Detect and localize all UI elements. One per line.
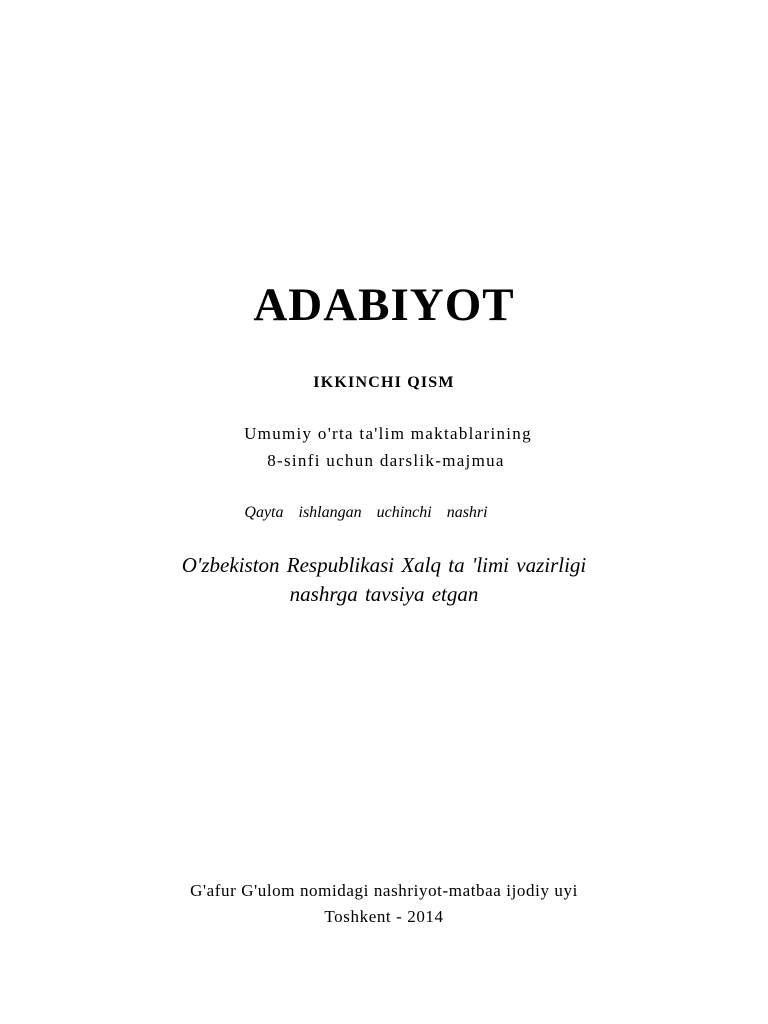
- approval-line-1: O'zbekiston Respublikasi Xalq ta 'limi vazirligi: [181, 553, 587, 577]
- purpose-line-2: 8-sinfi uchun darslik-majmua: [267, 451, 505, 470]
- publisher-name: G'afur G'ulom nomidagi nashriyot-matbaa ijodiy uyi: [190, 881, 578, 900]
- book-title: ADABIYOT: [253, 279, 515, 331]
- place-year: Toshkent - 2014: [324, 907, 444, 926]
- edition-note: Qayta ishlangan uchinchi nashri: [244, 504, 488, 521]
- part-label: IKKINCHI QISM: [313, 374, 455, 391]
- purpose-line-1: Umumiy o'rta ta'lim maktablarining: [244, 424, 532, 443]
- approval-line-2: nashrga tavsiya etgan: [289, 582, 479, 606]
